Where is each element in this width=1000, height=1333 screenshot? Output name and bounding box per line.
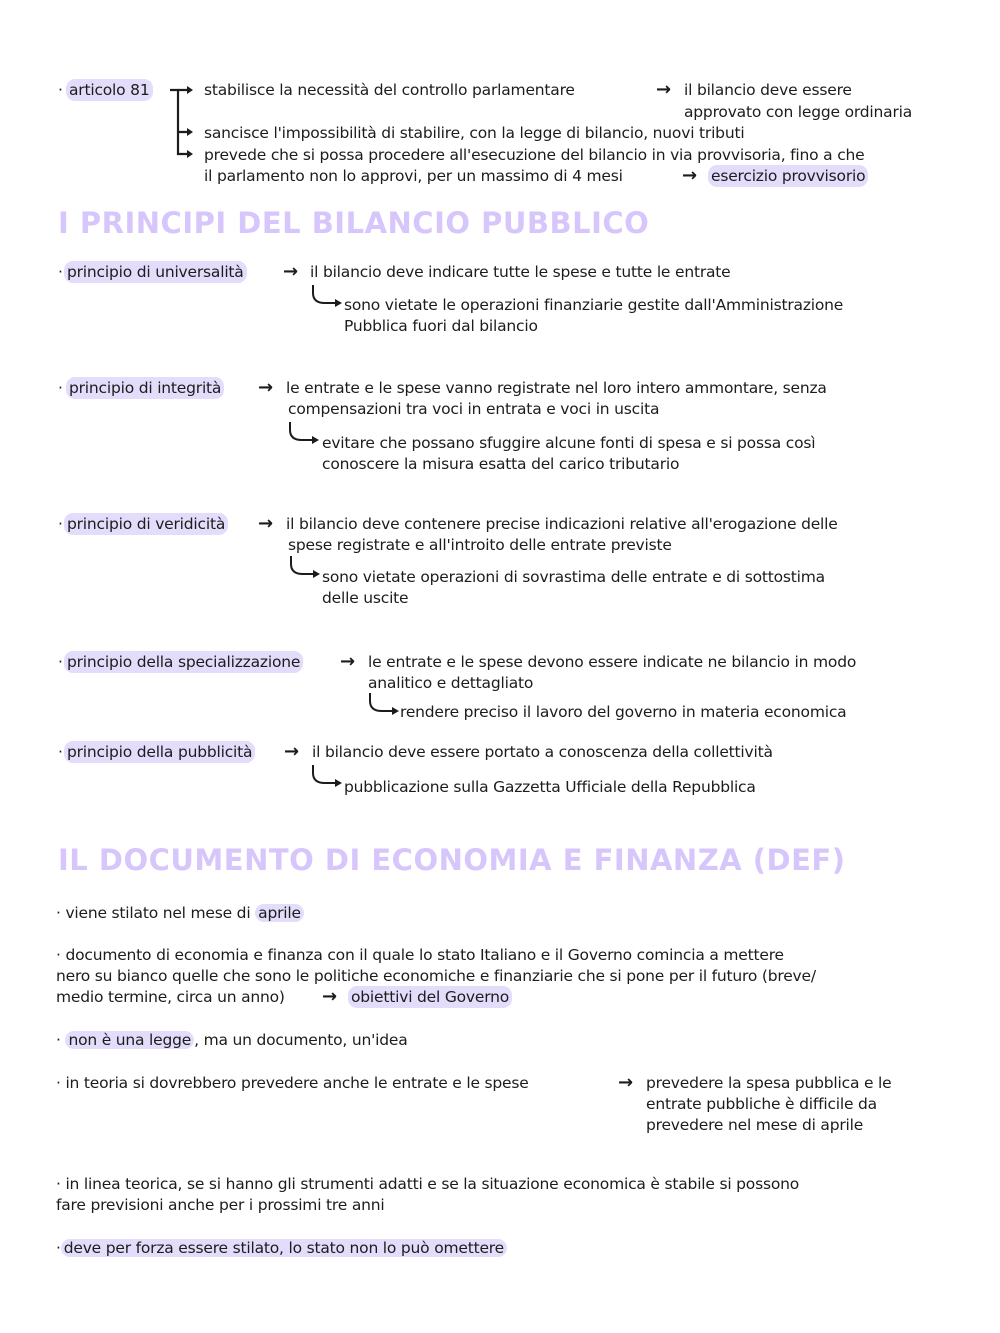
bullet: ·	[58, 379, 63, 397]
art81-result2: approvato con legge ordinaria	[684, 103, 913, 121]
def-result: prevedere la spesa pubblica e le	[646, 1074, 892, 1092]
bullet: ·	[58, 743, 63, 761]
art81-highlight: esercizio provvisorio	[708, 165, 868, 187]
def-paragraph: fare previsioni anche per i prossimi tre anni	[56, 1196, 385, 1214]
principle-sub1: evitare che possano sfuggire alcune fonti di spesa e si possa così	[322, 434, 816, 452]
arrow-icon: →	[258, 513, 273, 534]
section-heading: IL DOCUMENTO DI ECONOMIA E FINANZA (DEF)	[58, 843, 846, 877]
arrow-icon: →	[618, 1072, 633, 1093]
art81-line3b: il parlamento non lo approvi, per un massimo di 4 mesi	[204, 167, 623, 185]
def-paragraph: · in linea teorica, se si hanno gli strumenti adatti e se la situazione economica è stabile si possono	[56, 1175, 800, 1193]
arrow-icon: →	[322, 986, 337, 1007]
def-line-final: · deve per forza essere stilato, lo stato non lo può omettere	[56, 1237, 507, 1259]
bullet: ·	[58, 81, 63, 99]
principle-sub1: pubblicazione sulla Gazzetta Ufficiale della Repubblica	[344, 778, 756, 796]
arrow-icon: →	[284, 741, 299, 762]
bullet: ·	[58, 515, 63, 533]
def-highlight: non è una legge	[65, 1031, 194, 1049]
principle-label: principio di integrità	[66, 377, 224, 399]
def-highlight: obiettivi del Governo	[348, 986, 512, 1008]
arrow-icon: →	[682, 165, 697, 186]
hook-arrow-icon	[288, 422, 322, 446]
def-paragraph: medio termine, circa un anno)	[56, 988, 285, 1006]
hook-arrow-icon	[289, 556, 323, 580]
arrow-icon: →	[258, 377, 273, 398]
principle-text: spese registrate e all'introito delle entrate previste	[288, 536, 672, 554]
def-line-legge: · non è una legge , ma un documento, un'idea	[56, 1031, 408, 1049]
hook-arrow-icon	[311, 765, 345, 789]
principle-sub1: sono vietate le operazioni finanziarie gestite dall'Amministrazione	[344, 296, 844, 314]
principle-text: il bilancio deve essere portato a conoscenza della collettività	[312, 743, 773, 761]
def-result: entrate pubbliche è difficile da	[646, 1095, 877, 1113]
principle-sub2: conoscere la misura esatta del carico tributario	[322, 455, 680, 473]
hook-arrow-icon	[311, 285, 345, 309]
def-line-entrate: · in teoria si dovrebbero prevedere anche le entrate e le spese	[56, 1074, 529, 1092]
principle-sub1: rendere preciso il lavoro del governo in materia economica	[400, 703, 847, 721]
principle-label: principio della pubblicità	[64, 741, 255, 763]
section-heading: I PRINCIPI DEL BILANCIO PUBBLICO	[58, 206, 650, 240]
arrow-icon: →	[340, 651, 355, 672]
principle-sub1: sono vietate operazioni di sovrastima delle entrate e di sottostima	[322, 568, 825, 586]
principle-text: il bilancio deve indicare tutte le spese e tutte le entrate	[310, 263, 731, 281]
principle-sub2: delle uscite	[322, 589, 409, 607]
principle-text: le entrate e le spese devono essere indicate ne bilancio in modo	[368, 653, 857, 671]
arrow-icon: →	[656, 79, 671, 100]
def-result: prevedere nel mese di aprile	[646, 1116, 864, 1134]
hook-arrow-icon	[368, 693, 402, 717]
art81-label: articolo 81	[66, 79, 153, 101]
arrow-icon: →	[283, 261, 298, 282]
bracket-arrows	[168, 88, 198, 160]
bullet: ·	[58, 653, 63, 671]
principle-label: principio di universalità	[64, 261, 247, 283]
art81-result1: il bilancio deve essere	[684, 81, 852, 99]
def-highlight: aprile	[255, 904, 304, 922]
def-highlight: deve per forza essere stilato, lo stato non lo può omettere	[61, 1239, 507, 1257]
principle-label: principio della specializzazione	[64, 651, 303, 673]
art81-line3a: prevede che si possa procedere all'esecuzione del bilancio in via provvisoria, fino a che	[204, 146, 865, 164]
art81-line2: sancisce l'impossibilità di stabilire, con la legge di bilancio, nuovi tributi	[204, 124, 745, 142]
principle-sub2: Pubblica fuori dal bilancio	[344, 317, 538, 335]
principle-text: le entrate e le spese vanno registrate nel loro intero ammontare, senza	[286, 379, 827, 397]
def-paragraph: nero su bianco quelle che sono le politiche economiche e finanziarie che si pone per il futuro (breve/	[56, 967, 816, 985]
principle-text: il bilancio deve contenere precise indicazioni relative all'erogazione delle	[286, 515, 838, 533]
principle-label: principio di veridicità	[64, 513, 228, 535]
art81-line1: stabilisce la necessità del controllo parlamentare	[204, 81, 575, 99]
bullet: ·	[58, 263, 63, 281]
def-line-aprile: · viene stilato nel mese di aprile	[56, 902, 304, 924]
def-paragraph: · documento di economia e finanza con il quale lo stato Italiano e il Governo comincia a mettere	[56, 946, 784, 964]
principle-text: compensazioni tra voci in entrata e voci in uscita	[288, 400, 660, 418]
principle-text: analitico e dettagliato	[368, 674, 534, 692]
